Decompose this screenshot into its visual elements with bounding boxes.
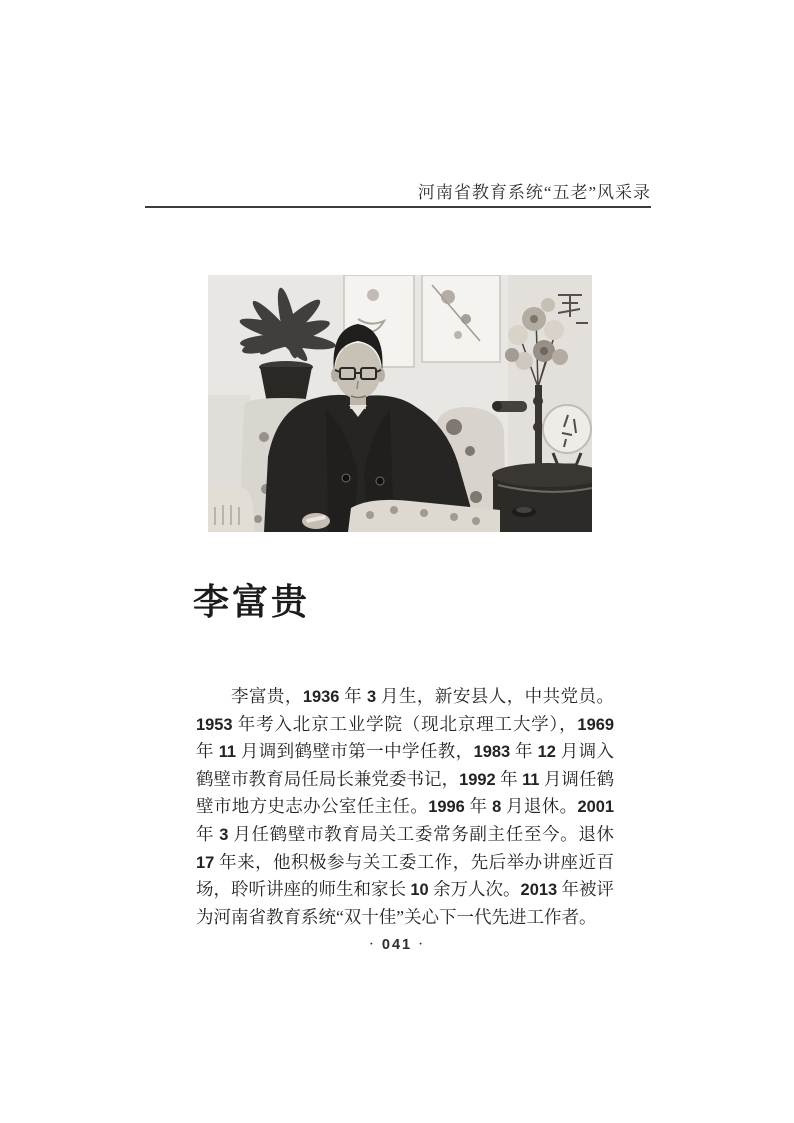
jacket-button: [342, 474, 350, 482]
portrait-photo-illustration: [208, 275, 592, 532]
side-table: [492, 463, 592, 532]
ashtray: [512, 507, 536, 517]
sofa-arm-left: [208, 487, 254, 532]
biography-paragraph: 李富贵，1936 年 3 月生，新安县人，中共党员。1953 年考入北京工业学院（现北京理工大学），1969 年 11 月调到鹤壁市第一中学任教，1983 年 12 月调入鹤壁市教育局任局长兼党委书记，1992 年 11 月调任鹤壁市地方史志办公室任主任。1996 年 8 月退休。2001 年 3 月任鹤壁市教育局关工委常务副主任至今。退休 17 年来，他积极参与关工委工作，先后举办讲座近百场，聆听讲座的师生和家长 10 余万人次。2013 年被评为河南省教育系统“双十佳”关心下一代先进工作者。: [196, 686, 615, 927]
scroll-tube: [492, 401, 527, 412]
header-title: 河南省教育系统“五老”风采录: [417, 183, 651, 202]
jacket-button: [376, 477, 384, 485]
face: [335, 343, 381, 399]
person-name-heading: 李富贵: [193, 582, 311, 622]
page-number: · 041 ·: [368, 936, 426, 953]
wall-painting-right: [422, 275, 500, 362]
nose: [357, 381, 358, 389]
portrait-photo: [208, 275, 592, 532]
page-header: [145, 172, 651, 208]
